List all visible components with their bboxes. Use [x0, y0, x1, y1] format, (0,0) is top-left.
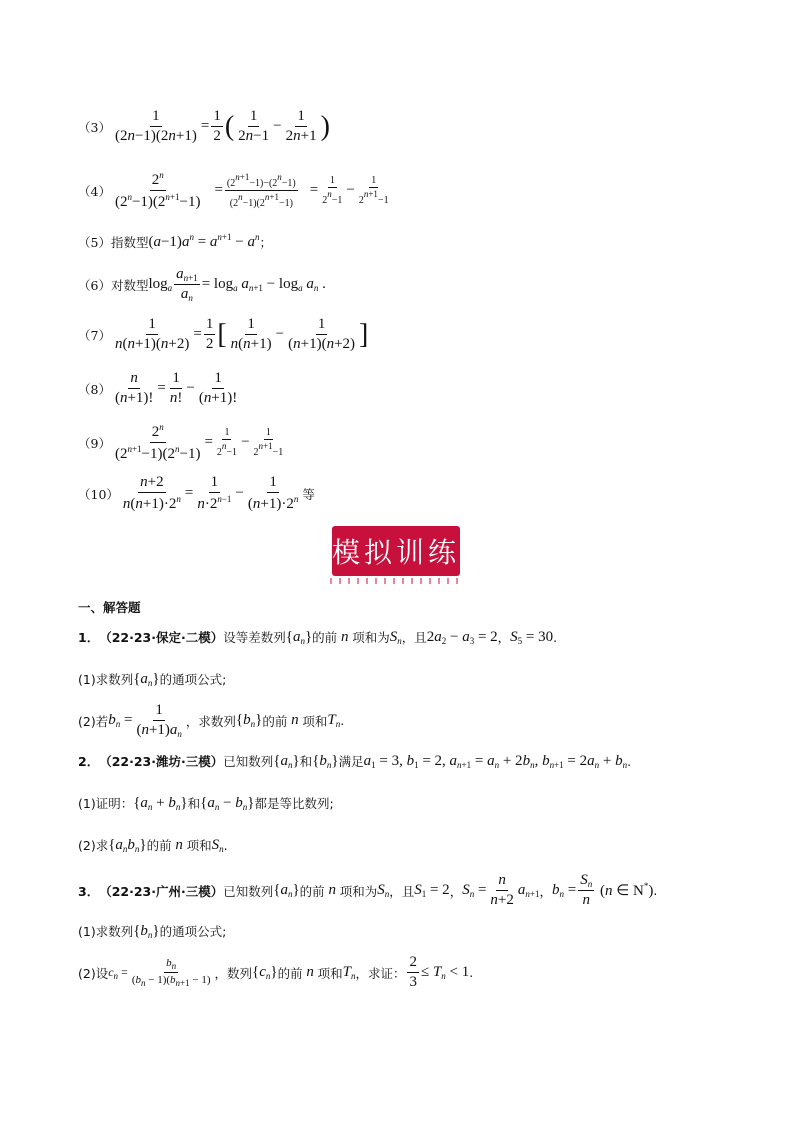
- section-title: 一、解答题: [78, 600, 141, 615]
- question-text: 的前: [277, 965, 303, 981]
- question-text: 满足: [338, 754, 364, 769]
- question-3-part-2: (2)设 $c_n$ = $\frac{b_n}{(b_n - 1)(b_{n+1} - 1)}$ ，数列 $\{c_n\}$ 的前 n 项和 $T_n$ ，求证： $\frac{2}{3}$ ≤ $T_n < 1$ .: [78, 954, 474, 991]
- question-text: ，求证：: [355, 965, 406, 981]
- formula-10: （10） $\frac{n+2}{n(n+1)\cdot 2^n}$ = $\frac{1}{n\cdot 2^{n-1}}$ − $\frac{1}{(n+1)\cdot 2^n}$ 等: [78, 474, 315, 513]
- formula-label: （5）: [78, 234, 111, 250]
- question-text: .: [627, 753, 632, 769]
- question-text: 和: [299, 754, 313, 769]
- formula-text: 对数型: [110, 277, 149, 293]
- question-1-part-1: (1)求数列 $\{a_n\}$ 的通项公式;: [78, 670, 227, 688]
- question-text: 的前: [146, 838, 172, 853]
- question-text: (2)若: [78, 713, 109, 729]
- question-text: 都是等比数列;: [254, 796, 334, 811]
- question-text: 项和: [302, 713, 328, 729]
- section-banner: [332, 526, 460, 576]
- formula-8: （8） $\frac{n}{(n+1)!}$ = $\frac{1}{n!}$ − $\frac{1}{(n+1)!}$: [78, 370, 238, 407]
- question-text: 项和: [186, 838, 212, 853]
- question-2-part-1: (1)证明： $\{a_n + b_n\}$ 和 $\{a_n - b_n\}$ 都是等比数列;: [78, 794, 334, 812]
- question-text: ，数列: [214, 965, 252, 981]
- question-text: ，求数列: [185, 713, 236, 729]
- question-text: (1)求数列: [78, 924, 134, 939]
- question-text: 的前: [262, 713, 288, 729]
- question-text: .: [340, 713, 345, 729]
- banner-decoration: [330, 578, 462, 584]
- question-source: （22·23·保定·二模）: [99, 630, 224, 645]
- formula-3: （3） $\frac{1}{(2n-1)(2n+1)}$ = $\frac{1}{2}$ ( $\frac{1}{2n-1}$ − $\frac{1}{2n+1}$ ): [78, 108, 330, 145]
- question-2-part-2: (2)求 $\{a_nb_n\}$ 的前 n 项和 $S_n$ .: [78, 836, 228, 854]
- question-text: 项和: [317, 965, 343, 981]
- formula-label: （7）: [78, 327, 111, 343]
- question-text: 的前: [299, 883, 325, 899]
- question-number: 3．: [78, 883, 100, 899]
- question-text: 项和为: [352, 630, 390, 645]
- question-1-stem: 1． （22·23·保定·二模） 设等差数列 $\{a_n\}$ 的前 n 项和为 $S_n$ ，且 $2a_2 - a_3 = 2$ ， $S_5 = 30$ .: [78, 628, 558, 646]
- question-source: （22·23·广州·三模）: [99, 883, 224, 899]
- formula-label: （3）: [78, 119, 111, 135]
- question-text: .: [653, 883, 658, 899]
- formula-label: （6）: [78, 277, 111, 293]
- formula-4: （4） $\frac{2^n}{(2^n-1)(2^{n+1}-1)}$ = $\frac{(2^{n+1}-1)-(2^n-1)}{(2^n-1)(2^{n+1}-1)}$ = $\frac{1}{2^n-1}$ − $\frac{1}{2^{n+1}-1}$: [78, 170, 389, 211]
- question-text: 的通项公式;: [159, 672, 227, 687]
- question-2-stem: 2． （22·23·潍坊·三模） 已知数列 $\{a_n\}$ 和 $\{b_n\}$ 满足 $a_1 = 3$, $b_1 = 2$, $a_{n+1} = a_n + 2b_n$, $b_{n+1} = 2a_n + b_n$ .: [78, 752, 632, 770]
- question-text: (2)求: [78, 838, 109, 853]
- question-number: 1．: [78, 630, 100, 645]
- question-text: (1)求数列: [78, 672, 134, 687]
- formula-7: （7） $\frac{1}{n(n+1)(n+2)}$ = $\frac{1}{2}$ [ $\frac{1}{n(n+1)}$ − $\frac{1}{(n+1)(n+2)}$ ]: [78, 316, 369, 353]
- question-text: (2)设: [78, 965, 109, 981]
- question-text: ，且: [401, 630, 427, 645]
- formula-label: （9）: [78, 435, 111, 451]
- formula-text: 等: [302, 486, 315, 502]
- question-1-part-2: (2)若 $b_n$ = $\frac{1}{(n+1)a_n}$ ，求数列 $\{b_n\}$ 的前 n 项和 $T_n$ .: [78, 702, 345, 740]
- banner-title: 模拟训练: [332, 536, 461, 569]
- question-text: 的通项公式;: [159, 924, 227, 939]
- question-text: 的前: [312, 630, 338, 645]
- question-source: （22·23·潍坊·三模）: [99, 754, 224, 769]
- question-text: (1)证明：: [78, 796, 134, 811]
- formula-label: （4）: [78, 183, 111, 199]
- question-text: .: [553, 629, 558, 645]
- formula-label: （10）: [78, 486, 119, 502]
- question-text: .: [223, 837, 228, 853]
- question-text: .: [469, 965, 474, 981]
- question-3-part-1: (1)求数列 $\{b_n\}$ 的通项公式;: [78, 922, 227, 940]
- question-text: ，: [449, 883, 463, 899]
- question-text: 和: [187, 796, 201, 811]
- question-text: 已知数列: [223, 754, 274, 769]
- question-text: 已知数列: [223, 883, 274, 899]
- question-number: 2．: [78, 754, 100, 769]
- question-text: ，: [497, 630, 511, 645]
- formula-6: （6） 对数型 $\log_a$ $\frac{a_{n+1}}{a_n}$ = $\log_a a_{n+1} - \log_a a_n$ .: [78, 266, 326, 304]
- question-3-stem: 3． （22·23·广州·三模） 已知数列 $\{a_n\}$ 的前 n 项和为 $S_n$ ，且 $S_1 = 2$ ， $S_n$ = $\frac{n}{n+2}$ $a_{n+1}$ ， $b_n$ = $\frac{S_n}{n}$ (n ∈ N*) .: [78, 872, 658, 909]
- formula-label: （8）: [78, 381, 111, 397]
- question-text: ，且: [389, 883, 415, 899]
- question-text: 项和为: [339, 883, 378, 899]
- formula-5: （5） 指数型 $(a-1)a^n = a^{n+1} - a^n$ ；: [78, 232, 272, 250]
- formula-text: 指数型: [110, 234, 149, 250]
- question-text: 设等差数列: [223, 630, 286, 645]
- question-text: ，: [539, 883, 552, 899]
- formula-9: （9） $\frac{2^n}{(2^{n+1}-1)(2^n-1)}$ = $\frac{1}{2^n-1}$ − $\frac{1}{2^{n+1}-1}$: [78, 422, 284, 463]
